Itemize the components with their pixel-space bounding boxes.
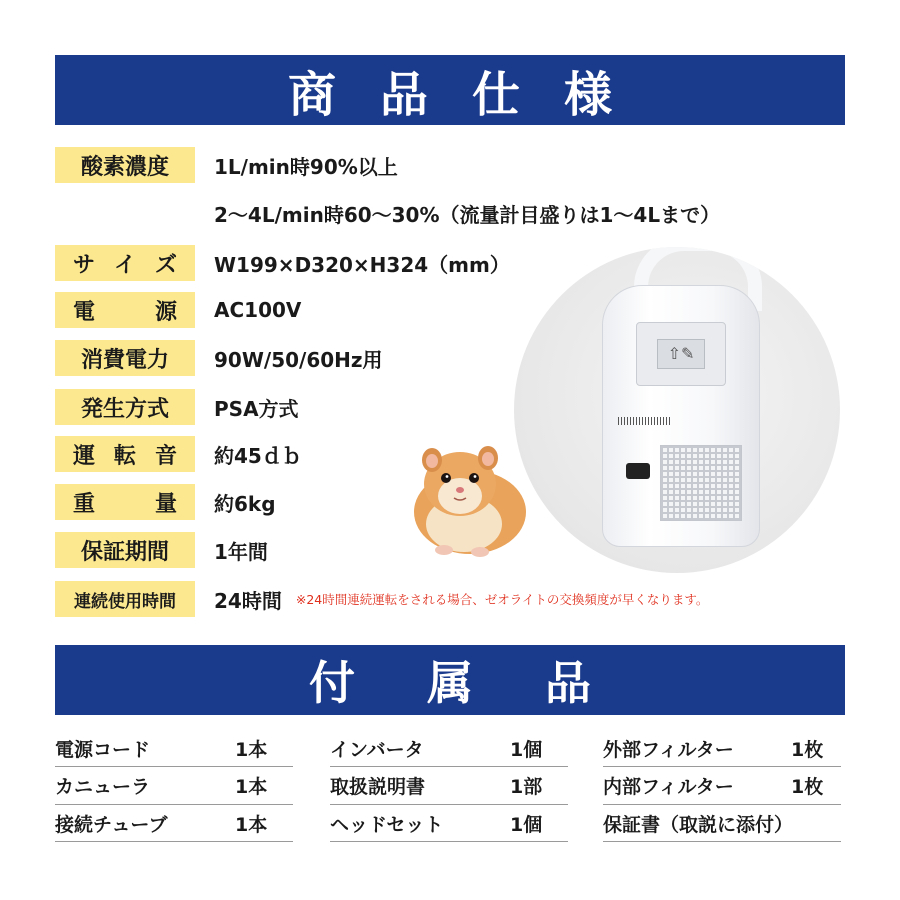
- accessories-column-3: [603, 730, 841, 843]
- device-panel: [636, 322, 726, 386]
- hamster-image: [404, 432, 534, 562]
- spec-value-power: AC100V: [214, 298, 302, 322]
- accessory-row: [55, 768, 293, 805]
- accessory-name: 接続チューブ: [55, 813, 168, 836]
- spec-label-size: サ イ ズ: [55, 245, 195, 281]
- accessory-qty: 1部: [510, 776, 543, 798]
- product-photo: [514, 247, 840, 573]
- accessory-name: 電源コード: [55, 738, 151, 761]
- accessory-row: [603, 805, 841, 842]
- spec-value-method: PSA方式: [214, 396, 299, 421]
- accessory-name: 外部フィルター: [603, 738, 734, 761]
- accessory-qty: 1個: [510, 738, 543, 761]
- accessory-qty: 1本: [235, 776, 268, 798]
- accessory-name: ヘッドセット: [330, 813, 444, 836]
- spec-label-continuous: 連続使用時間: [55, 581, 195, 617]
- spec-value-noise: 約45ｄｂ: [214, 443, 302, 468]
- accessory-name: カニューラ: [55, 776, 151, 798]
- accessories-column-2: [330, 730, 568, 843]
- spec-title-banner: 商品仕様: [55, 55, 845, 125]
- spec-label-warranty: 保証期間: [55, 532, 195, 568]
- spec-value-consumption: 90W/50/60Hz用: [214, 347, 383, 372]
- accessory-qty: 1本: [235, 738, 268, 761]
- spec-value-oxygen-2: 2〜4L/min時60〜30%（流量計目盛りは1〜4Lまで）: [214, 202, 721, 227]
- accessory-name: インバータ: [330, 738, 424, 761]
- accessory-row: [330, 730, 568, 767]
- accessories-title-banner: 付属品: [55, 645, 845, 715]
- continuous-hours: 24時間: [214, 588, 282, 613]
- accessory-row: [55, 730, 293, 767]
- continuous-note: ※24時間連続運転をされる場合、ゼオライトの交換頻度が早くなります。: [295, 592, 709, 607]
- spec-label-noise: 運 転 音: [55, 436, 195, 472]
- accessory-name: 取扱説明書: [330, 776, 426, 798]
- accessory-row: [330, 768, 568, 805]
- accessory-qty: 1本: [235, 813, 268, 836]
- accessory-qty: 1枚: [791, 776, 824, 798]
- accessory-name: 保証書（取説に添付）: [603, 813, 794, 836]
- accessory-name: 内部フィルター: [603, 776, 734, 798]
- power-socket-icon: [626, 463, 650, 479]
- spec-label-oxygen: 酸素濃度: [55, 147, 195, 183]
- accessory-row: [603, 768, 841, 805]
- accessory-row: [55, 805, 293, 842]
- spec-label-consumption: 消費電力: [55, 340, 195, 376]
- vent-grille: [660, 445, 742, 521]
- device-panel-icon: ⇧✎: [657, 339, 705, 369]
- spec-value-oxygen-1: 1L/min時90%以上: [214, 154, 398, 179]
- spec-value-weight: 約6kg: [214, 491, 276, 516]
- spec-value-size: W199×D320×H324（mm）: [214, 252, 510, 277]
- spec-label-method: 発生方式: [55, 389, 195, 425]
- accessories-column-1: [55, 730, 293, 843]
- spec-label-power: 電 源: [55, 292, 195, 328]
- accessory-row: [603, 730, 841, 767]
- spec-label-weight: 重 量: [55, 484, 195, 520]
- barcode-icon: [618, 417, 670, 425]
- spec-value-warranty: 1年間: [214, 539, 268, 564]
- accessory-qty: 1個: [510, 813, 543, 836]
- spec-value-continuous: [214, 581, 708, 617]
- accessory-row: [330, 805, 568, 842]
- accessory-qty: 1枚: [791, 738, 824, 761]
